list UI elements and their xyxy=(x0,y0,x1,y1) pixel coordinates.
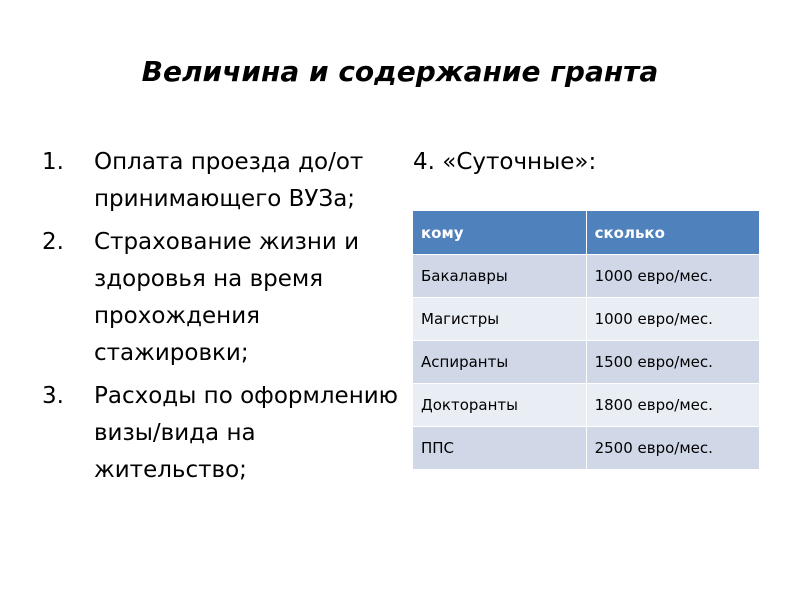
list-item-number: 1. xyxy=(42,149,64,175)
column-header-amount: сколько xyxy=(586,211,759,255)
table-row xyxy=(413,298,760,341)
table-cell-recipient: Докторанты xyxy=(413,384,587,427)
list-item xyxy=(42,144,402,218)
table-header-row xyxy=(413,211,760,255)
slide-title: Величина и содержание гранта xyxy=(141,55,659,88)
per-diem-heading: 4. «Суточные»: xyxy=(413,149,597,175)
table-cell-amount: 1800 евро/мес. xyxy=(586,384,759,427)
table-cell-amount: 1000 евро/мес. xyxy=(586,255,759,298)
table-cell-amount: 2500 евро/мес. xyxy=(586,427,759,470)
list-item-number: 2. xyxy=(42,229,64,255)
list-item-number: 3. xyxy=(42,383,64,409)
grant-items-list xyxy=(42,144,402,495)
table-row xyxy=(413,384,760,427)
table-cell-recipient: ППС xyxy=(413,427,587,470)
table-cell-amount: 1500 евро/мес. xyxy=(586,341,759,384)
list-item-text: Оплата проезда до/от принимающего ВУЗа; xyxy=(94,149,364,212)
table-row xyxy=(413,341,760,384)
per-diem-table xyxy=(412,210,760,470)
list-item-text: Расходы по оформлению визы/вида на жительство; xyxy=(94,383,399,483)
table-row xyxy=(413,427,760,470)
list-item xyxy=(42,378,402,489)
table-row xyxy=(413,255,760,298)
table-cell-recipient: Бакалавры xyxy=(413,255,587,298)
table-cell-recipient: Магистры xyxy=(413,298,587,341)
list-item-text: Страхование жизни и здоровья на время прохождения стажировки; xyxy=(94,229,360,366)
table-cell-recipient: Аспиранты xyxy=(413,341,587,384)
list-item xyxy=(42,224,402,372)
column-header-recipient: кому xyxy=(413,211,587,255)
table-cell-amount: 1000 евро/мес. xyxy=(586,298,759,341)
